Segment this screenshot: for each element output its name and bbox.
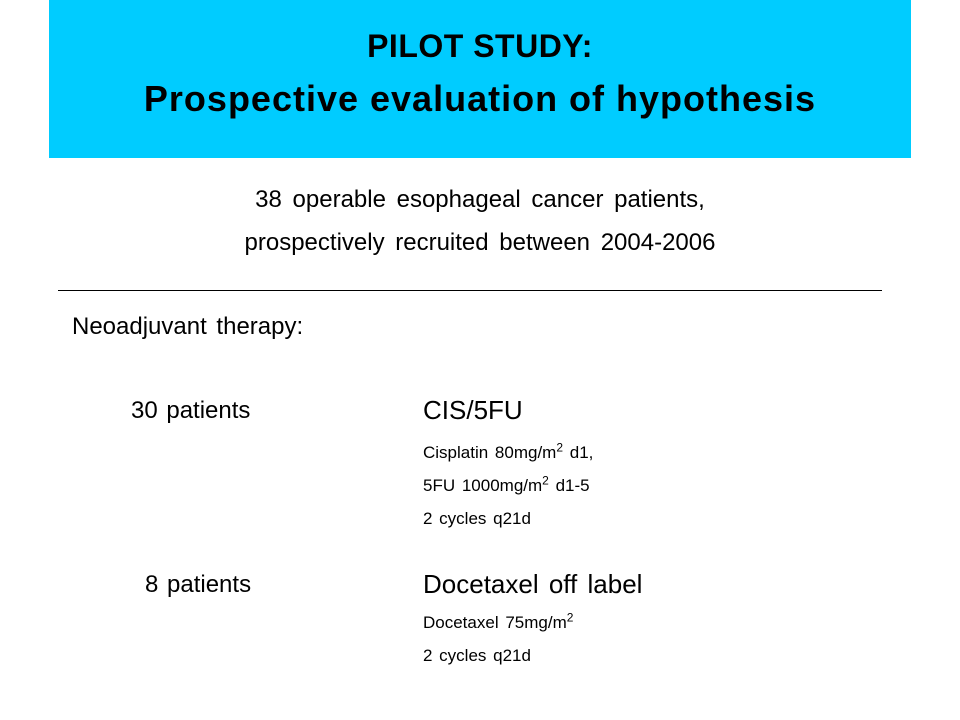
group-1-detail-1: Cisplatin $80mg/m^2$ d1, [423, 440, 594, 462]
group-1-regimen: CIS/5FU [423, 395, 523, 425]
group-2-detail-1: Docetaxel $75mg/m^2$ [423, 610, 574, 632]
therapy-heading: Neoadjuvant therapy: [72, 313, 304, 340]
slide-title: PILOT STUDY: [367, 28, 593, 64]
group-2-regimen: Docetaxel off label [423, 569, 643, 599]
group-1-count: 30 patients [131, 397, 251, 424]
intro-line-1: 38 operable esophageal cancer patients, [255, 186, 705, 213]
group-2-detail-2: 2 cycles q21d [423, 646, 531, 665]
title-banner [49, 0, 911, 158]
divider-line [58, 290, 882, 291]
intro-line-2: prospectively recruited between 2004-2006 [244, 229, 716, 256]
slide-subtitle: Prospective evaluation of hypothesis [143, 78, 817, 119]
group-1-detail-2: 5FU $1000mg/m^2$ d1-5 [423, 473, 590, 495]
group-2-count: 8 patients [145, 571, 252, 598]
group-1-detail-3: 2 cycles q21d [423, 509, 531, 528]
